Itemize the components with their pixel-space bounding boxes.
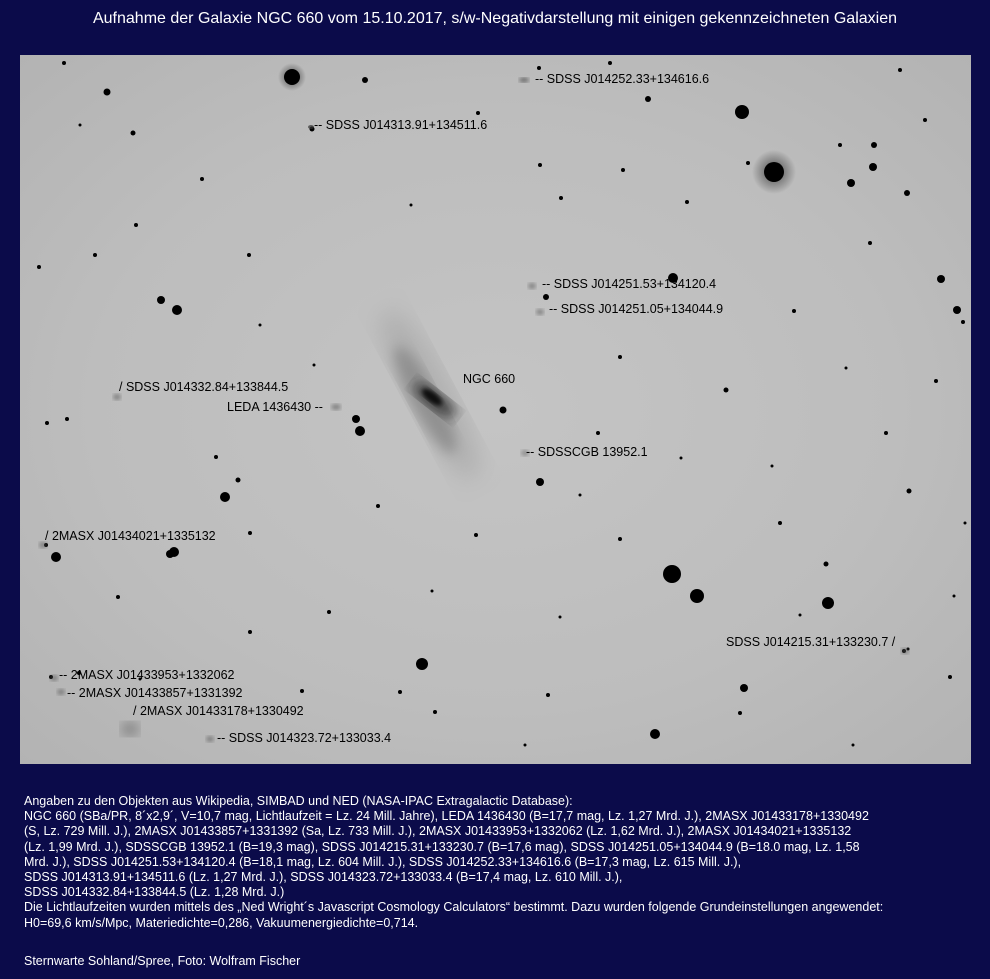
- caption-line: SDSS J014332.84+133844.5 (Lz. 1,28 Mrd. J.): [24, 885, 285, 900]
- object-info-caption: [24, 794, 974, 931]
- label-sdsscgb-13952: -- SDSSCGB 13952.1: [526, 445, 648, 459]
- label-leda-1436430: LEDA 1436430 --: [227, 400, 323, 414]
- caption-line: (Lz. 1,99 Mrd. J.), SDSSCGB 13952.1 (B=19,3 mag), SDSS J014215.31+133230.7 (B=17,6 mag), SDSS J014251.05+134044.9 (B=18.0 mag, Lz. 1,58: [24, 839, 860, 854]
- label-sdss-j014251-53: -- SDSS J014251.53+134120.4: [542, 277, 717, 291]
- label-2masx-j01433953: -- 2MASX J01433953+1332062: [59, 668, 235, 682]
- label-2masx-j01433857: -- 2MASX J01433857+1331392: [67, 686, 243, 700]
- caption-line: (S, Lz. 729 Mill. J.), 2MASX J01433857+1331392 (Sa, Lz. 733 Mill. J.), 2MASX J01433953+1332062 (Lz. 1,62 Mrd. J.), 2MASX J01434021+1335132: [24, 824, 852, 839]
- caption-line: Die Lichtlaufzeiten wurden mittels des „Ned Wright´s Javascript Cosmology Calculators“ bestimmt. Dazu wurden folgende Grundeinstellungen angewendet:: [24, 900, 884, 915]
- label-sdss-j014313: -- SDSS J014313.91+134511.6: [314, 118, 488, 132]
- label-sdss-j014252: -- SDSS J014252.33+134616.6: [535, 72, 710, 86]
- caption-line: NGC 660 (SBa/PR, 8´x2,9´, V=10,7 mag, Lichtlaufzeit = Lz. 24 Mill. Jahre), LEDA 1436430 (B=17,7 mag, Lz. 1,27 Mrd. J.), 2MASX J01433178+1330492: [24, 809, 869, 824]
- image-title: Aufnahme der Galaxie NGC 660 vom 15.10.2017, s/w-Negativdarstellung mit einigen gekennzeichneten Galaxien: [92, 10, 898, 27]
- ngc660-galaxy: [366, 301, 494, 489]
- caption-line: Angaben zu den Objekten aus Wikipedia, SIMBAD und NED (NASA-IPAC Extragalactic Database):: [24, 794, 573, 808]
- caption-line: SDSS J014313.91+134511.6 (Lz. 1,27 Mrd. J.), SDSS J014323.72+133033.4 (B=17,4 mag, Lz. 610 Mill. J.),: [24, 870, 623, 885]
- caption-line: H0=69,6 km/s/Mpc, Materiedichte=0,286, Vakuumenergiedichte=0,714.: [24, 915, 419, 930]
- label-sdss-j014332: / SDSS J014332.84+133844.5: [119, 380, 289, 394]
- label-2masx-j01433178: / 2MASX J01433178+1330492: [133, 704, 304, 718]
- label-sdss-j014215: SDSS J014215.31+133230.7 /: [726, 635, 896, 649]
- label-sdss-j014251-05: -- SDSS J014251.05+134044.9: [549, 302, 724, 316]
- galaxy-negative-photo: [20, 55, 971, 764]
- caption-line: Mrd. J.), SDSS J014251.53+134120.4 (B=18,1 mag, Lz. 604 Mill. J.), SDSS J014252.33+134616.6 (B=17,3 mag, Lz. 615 Mill. J.),: [24, 854, 742, 869]
- label-sdss-j014323: -- SDSS J014323.72+133033.4: [217, 731, 392, 745]
- label-2masx-j01434021: / 2MASX J01434021+1335132: [45, 529, 216, 543]
- label-ngc660: NGC 660: [463, 372, 516, 386]
- photo-credit: Sternwarte Sohland/Spree, Foto: Wolfram Fischer: [24, 954, 301, 968]
- star-field: [20, 55, 971, 764]
